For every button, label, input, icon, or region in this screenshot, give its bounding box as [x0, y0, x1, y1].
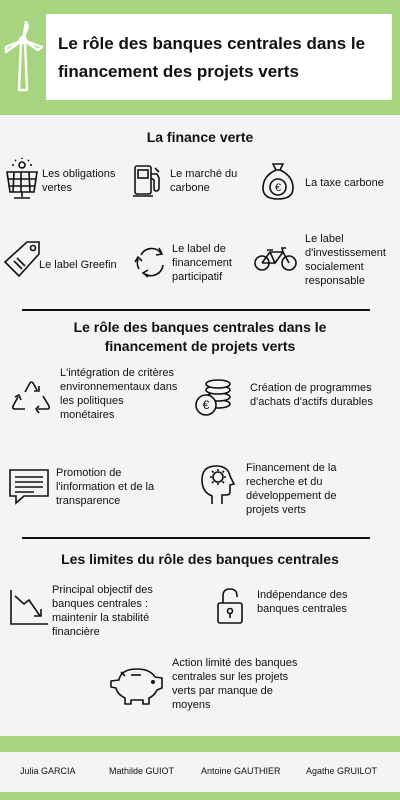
page-title: Le rôle des banques centrales dans le financement des projets verts: [58, 34, 366, 81]
recycle-icon: [8, 378, 54, 420]
finance-item-6-label: Le label d'investissement socialement responsable: [305, 233, 386, 287]
wind-turbine-icon: [2, 20, 44, 92]
head-gear-icon: [198, 460, 238, 506]
fuel-pump-icon: [131, 160, 165, 200]
divider-1: [22, 309, 370, 311]
finance-item-4-label: Le label Greefin: [39, 259, 117, 271]
finance-item-5-label: Le label de financement participatif: [172, 243, 232, 283]
limites-item-2-label: Indépendance des banques centrales: [257, 589, 348, 615]
solar-panel-icon: [3, 158, 39, 200]
padlock-icon: [214, 586, 246, 626]
declining-chart-icon: [6, 586, 50, 628]
piggy-bank-icon: [107, 662, 167, 708]
role-item-3-label: Promotion de l'information et de la transparence: [56, 467, 155, 507]
section-title-finance-verte: La finance verte: [146, 129, 254, 145]
finance-item-1-label: Les obligations vertes: [42, 168, 116, 194]
svg-text:€: €: [202, 398, 210, 412]
bicycle-icon: [253, 246, 299, 272]
title-box: [46, 14, 392, 100]
role-item-1-label: L'intégration de critères environnementaux dans les politiques monétaires: [60, 367, 178, 421]
recycle-arrows-icon: [133, 243, 169, 279]
divider-2: [22, 537, 370, 539]
author-1: Julia GARCIA: [20, 766, 76, 776]
limites-item-1-label: Principal objectif des banques centrales : maintenir la stabilité financière: [52, 584, 153, 638]
author-3: Antoine GAUTHIER: [201, 766, 281, 776]
role-item-2-label: Création de programmes d'achats d'actifs durables: [250, 382, 373, 408]
finance-item-2-label: Le marché du carbone: [170, 168, 238, 194]
section-title-role: Le rôle des banques centrales dans le financement de projets verts: [73, 319, 327, 354]
finance-item-3-label: La taxe carbone: [305, 177, 384, 189]
role-item-4-label: Financement de la recherche et du développement de projets verts: [246, 462, 337, 516]
limites-item-3-label: Action limité des banques centrales sur les projets verts par manque de moyens: [172, 657, 298, 711]
author-2: Mathilde GUIOT: [109, 766, 175, 776]
section-title-limites: Les limites du rôle des banques centrales: [61, 551, 339, 567]
euro-coins-icon: [192, 378, 234, 418]
svg-text:€: €: [274, 182, 282, 194]
author-4: Agathe GRUILOT: [306, 766, 378, 776]
price-tag-icon: [3, 238, 43, 280]
euro-money-bag-icon: [259, 160, 297, 202]
document-icon: [6, 466, 52, 506]
